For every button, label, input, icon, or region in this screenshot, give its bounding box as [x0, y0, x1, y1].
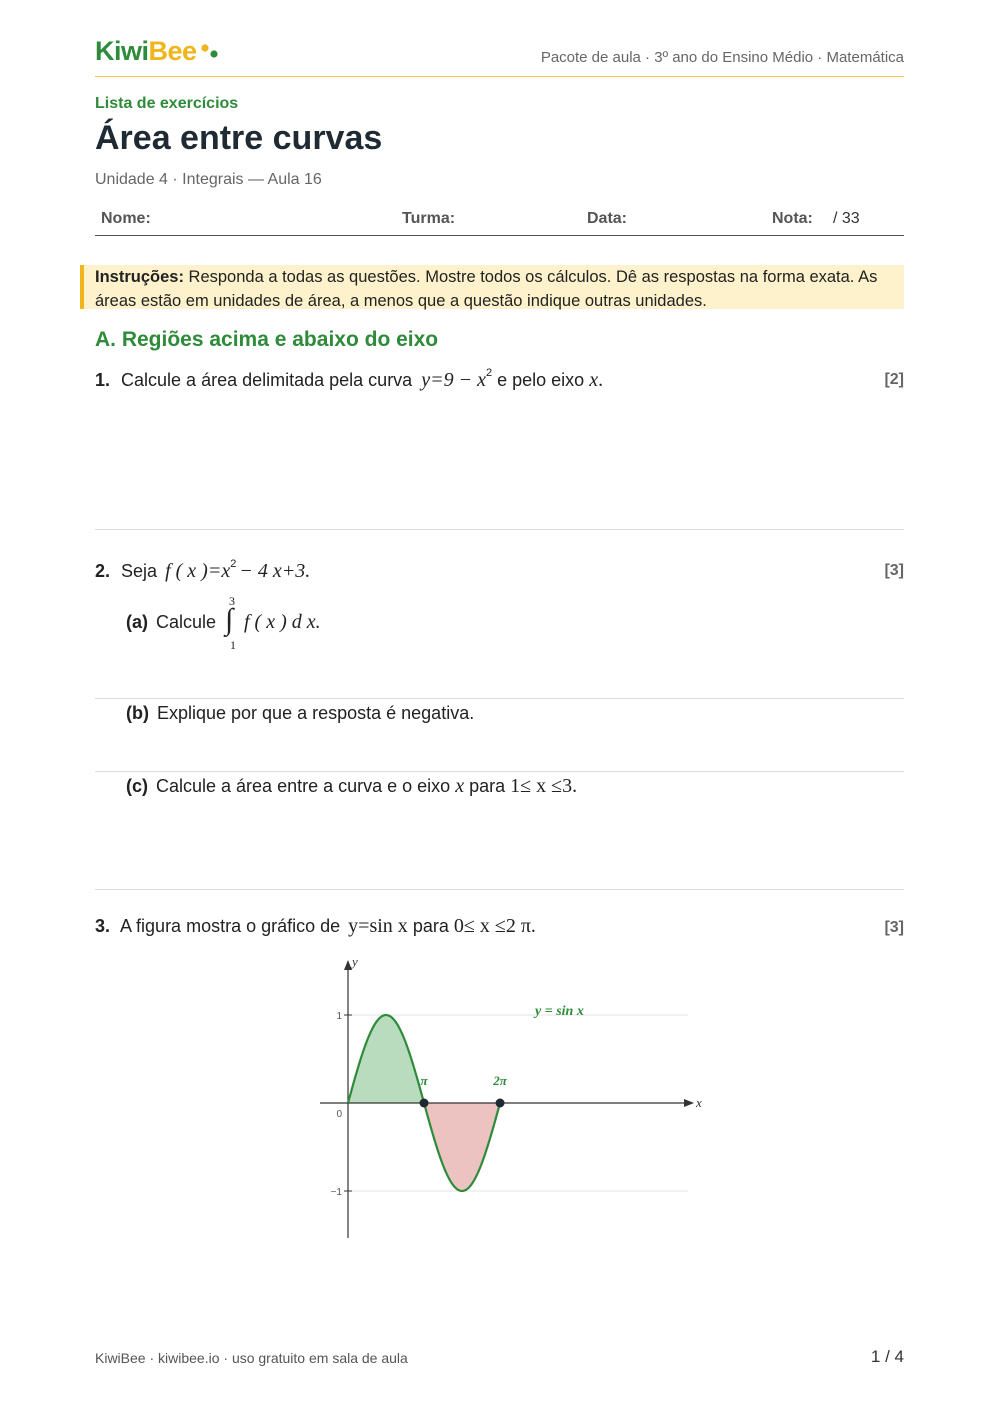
marked-point — [420, 1099, 429, 1108]
integral-lower-limit: 1 — [230, 638, 236, 652]
subquestion-text: Calcule a área entre a curva e o eixo — [156, 776, 451, 796]
x-axis-label: x — [696, 1095, 702, 1110]
range-inequality: 1≤ x ≤3. — [510, 775, 578, 797]
point-label: π — [420, 1073, 428, 1088]
instructions-body: Responda a todas as questões. Mostre todos os cálculos. Dê as respostas na forma exata. As áreas estão em unidades de área, a menos que a questão indique outras unidades. — [95, 268, 878, 310]
fields-divider — [95, 235, 904, 236]
question-3 — [95, 915, 536, 938]
integrand: f ( x ) d x. — [244, 611, 321, 633]
equation-rhs: =9 − x — [430, 369, 486, 391]
y-tick-label: 0 — [336, 1109, 342, 1120]
question-number: 2. — [95, 561, 111, 581]
question-number: 3. — [95, 916, 111, 936]
marks-q3: [3] — [884, 919, 904, 936]
doc-kicker: Lista de exercícios — [95, 95, 239, 112]
equation-rest: − 4 x+3. — [239, 560, 311, 582]
y-tick-label: −1 — [330, 1187, 342, 1198]
footer-text: KiwiBee · kiwibee.io · uso gratuito em sala de aula — [95, 1350, 408, 1366]
question-para: para — [412, 916, 449, 936]
subquestion-label: (c) — [126, 776, 148, 796]
equation-f: f ( x )=x — [165, 560, 231, 582]
y-tick-label: 1 — [336, 1011, 342, 1022]
subquestion-b — [126, 703, 474, 724]
header-divider — [95, 76, 904, 77]
y-axis-arrow-icon — [344, 960, 352, 970]
question-text: Calcule a área delimitada pela curva — [121, 370, 413, 390]
subquestion-text: Calcule — [156, 612, 217, 632]
variable-x: x — [589, 369, 599, 391]
positive-area-region — [348, 1015, 424, 1103]
subquestion-a — [126, 612, 216, 633]
instructions-text — [95, 265, 885, 313]
marked-point — [496, 1099, 505, 1108]
x-axis-arrow-icon — [684, 1099, 694, 1107]
subquestion-label: (a) — [126, 612, 148, 632]
subquestion-para: para — [469, 776, 506, 796]
logo-dots-icon — [200, 43, 220, 59]
page-number: 1 / 4 — [870, 1347, 904, 1366]
question-number: 1. — [95, 370, 111, 390]
subquestion-label: (b) — [126, 703, 149, 723]
answer-divider — [95, 529, 904, 530]
marks-q1: [2] — [884, 371, 904, 388]
brand-logo — [95, 36, 197, 67]
answer-divider — [95, 771, 904, 772]
question-1 — [95, 367, 603, 392]
answer-divider — [95, 889, 904, 890]
range-inequality: 0≤ x ≤2 π. — [453, 915, 536, 937]
question-text: A figura mostra o gráfico de — [120, 916, 341, 936]
negative-area-region — [424, 1103, 500, 1191]
subquestion-c — [126, 775, 577, 798]
instructions-box — [80, 265, 904, 309]
question-text-after: e pelo eixo — [497, 370, 585, 390]
variable-x: x — [455, 775, 465, 797]
equation-sin: y=sin x — [348, 915, 408, 937]
sine-graph — [300, 950, 720, 1250]
equation-exponent: 2 — [230, 558, 237, 570]
header-meta: Pacote de aula · 3º ano do Ensino Médio · Matemática — [540, 49, 904, 66]
section-heading-a: A. Regiões acima e abaixo do eixo — [95, 328, 439, 351]
question-text: Seja — [121, 561, 158, 581]
answer-divider — [95, 698, 904, 699]
equation-y: y — [421, 369, 431, 391]
marks-q2: [3] — [884, 562, 904, 579]
page-title: Área entre curvas — [95, 119, 383, 157]
logo-text-bee: Bee — [148, 36, 197, 66]
doc-subtitle: Unidade 4 · Integrais — Aula 16 — [95, 171, 322, 188]
integral-sign-icon: ∫ — [225, 603, 234, 636]
equation-exponent: 2 — [485, 367, 493, 379]
curve-label: y = sin x — [535, 1004, 584, 1019]
logo-text-kiwi: Kiwi — [95, 36, 149, 66]
instructions-label: Instruções: — [95, 268, 184, 286]
name-field-label: Nome: — [101, 210, 151, 227]
y-axis-label: y — [352, 954, 358, 969]
class-field-label: Turma: — [402, 210, 456, 227]
question-2 — [95, 558, 310, 583]
point-label: 2π — [493, 1073, 507, 1088]
grade-field-label: Nota: — [772, 210, 813, 227]
integral-upper-limit: 3 — [229, 594, 235, 608]
grade-total: / 33 — [833, 210, 860, 227]
period: . — [598, 369, 604, 391]
subquestion-text: Explique por que a resposta é negativa. — [156, 703, 475, 723]
date-field-label: Data: — [587, 210, 628, 227]
